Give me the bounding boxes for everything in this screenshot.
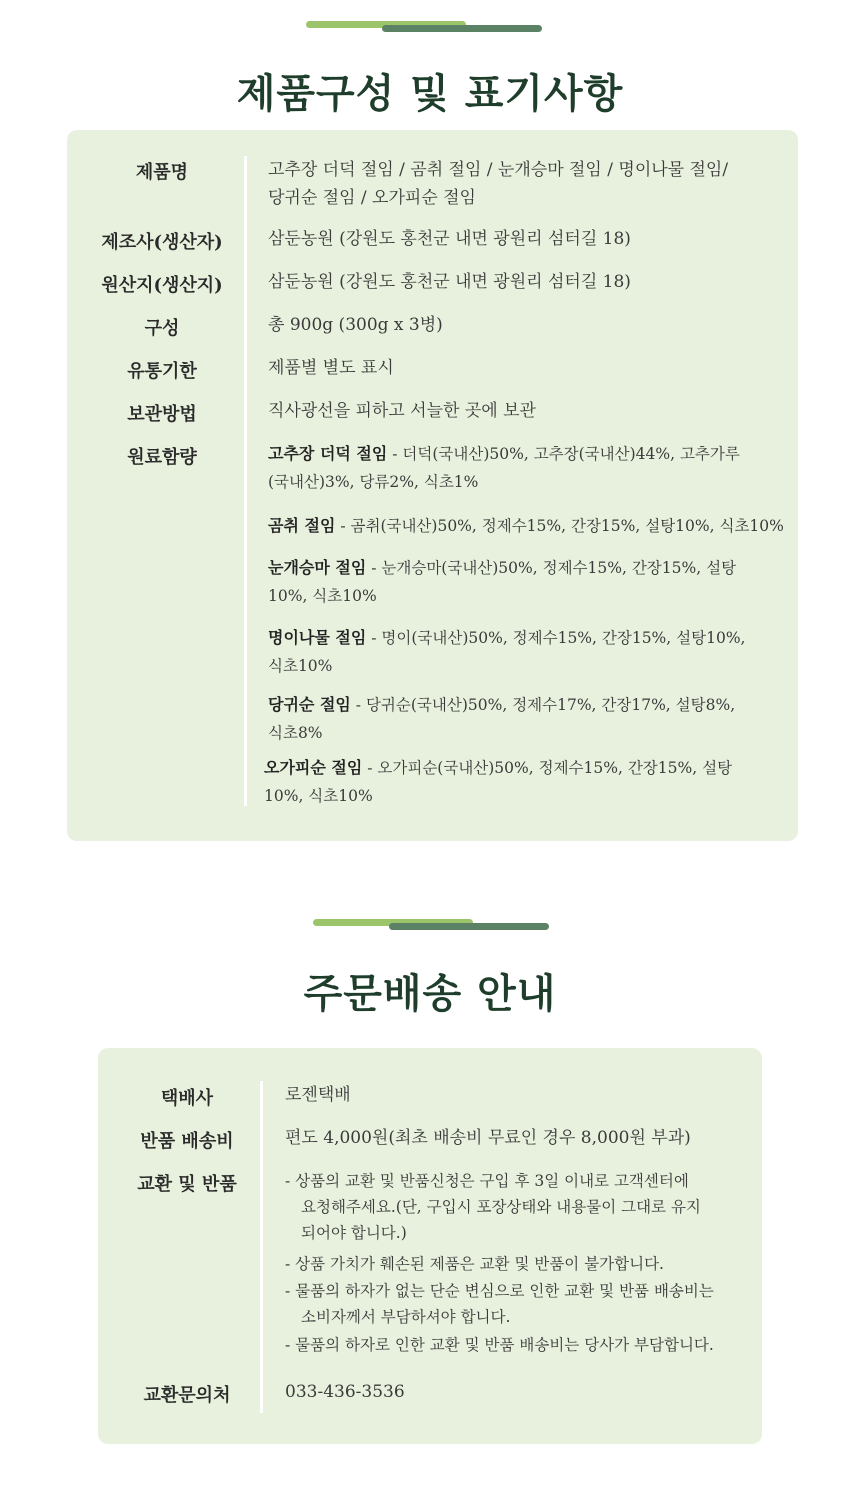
label-ingredients: 원료함량 bbox=[127, 447, 197, 468]
shipping-info-box bbox=[98, 1048, 762, 1444]
ingredient-item bbox=[268, 624, 745, 680]
value-manufacturer: 삼둔농원 (강원도 홍천군 내면 광원리 섬터길 18) bbox=[268, 229, 631, 249]
label-storage: 보관방법 bbox=[127, 404, 197, 425]
ingredient-detail: - 곰취(국내산)50%, 정제수15%, 간장15%, 설탕10%, 식초10% bbox=[335, 517, 784, 535]
policy-line: - 물품의 하자로 인한 교환 및 반품 배송비는 당사가 부담합니다. bbox=[285, 1336, 714, 1354]
ingredient-name: 당귀순 절임 bbox=[268, 695, 351, 714]
policy-line: - 상품 가치가 훼손된 제품은 교환 및 반품이 불가합니다. bbox=[285, 1255, 664, 1273]
ingredient-detail: - 더덕(국내산)50%, 고추장(국내산)44%, 고추가루 bbox=[387, 445, 740, 463]
ingredient-item bbox=[268, 554, 736, 610]
value-contact-phone: 033-436-3536 bbox=[285, 1382, 405, 1402]
label-composition: 구성 bbox=[144, 318, 180, 339]
policy-line: - 상품의 교환 및 반품신청은 구입 후 3일 이내로 고객센터에 bbox=[285, 1172, 689, 1190]
ingredient-detail: - 당귀순(국내산)50%, 정제수17%, 간장17%, 설탕8%, bbox=[350, 696, 736, 714]
ingredient-detail-cont: (국내산)3%, 당류2%, 식초1% bbox=[268, 473, 479, 491]
product-section-title: 제품구성 및 표기사항 bbox=[236, 70, 624, 117]
ingredient-detail: - 오가피순(국내산)50%, 정제수15%, 간장15%, 설탕 bbox=[362, 759, 733, 777]
ingredient-item bbox=[268, 691, 735, 747]
value-product-name-line2: 당귀순 절임 / 오가피순 절임 bbox=[268, 188, 476, 208]
ingredient-detail-cont: 식초10% bbox=[268, 657, 333, 675]
label-expiration: 유통기한 bbox=[127, 361, 197, 382]
ingredient-detail-cont: 식초8% bbox=[268, 724, 323, 742]
ingredient-name: 눈개승마 절임 bbox=[268, 558, 367, 577]
ingredient-detail: - 명이(국내산)50%, 정제수15%, 간장15%, 설탕10%, bbox=[366, 629, 746, 647]
label-return-fee: 반품 배송비 bbox=[140, 1131, 234, 1152]
shipping-section-title: 주문배송 안내 bbox=[303, 970, 557, 1017]
value-product-name-line1: 고추장 더덕 절임 / 곰취 절임 / 눈개승마 절임 / 명이나물 절임/ bbox=[268, 160, 729, 180]
policy-item bbox=[285, 1168, 701, 1246]
ingredient-item bbox=[268, 512, 784, 540]
value-courier: 로젠택배 bbox=[285, 1085, 351, 1105]
label-manufacturer: 제조사(생산자) bbox=[101, 232, 223, 253]
value-storage: 직사광선을 피하고 서늘한 곳에 보관 bbox=[268, 401, 536, 421]
policy-item bbox=[285, 1332, 714, 1358]
label-exchange-return: 교환 및 반품 bbox=[137, 1174, 237, 1195]
value-origin: 삼둔농원 (강원도 홍천군 내면 광원리 섬터길 18) bbox=[268, 272, 631, 292]
policy-line: 요청해주세요.(단, 구입시 포장상태와 내용물이 그대로 유지 bbox=[301, 1198, 701, 1216]
ingredient-item bbox=[264, 754, 732, 810]
value-expiration: 제품별 별도 표시 bbox=[268, 358, 394, 378]
ingredient-name: 고추장 더덕 절임 bbox=[268, 444, 388, 463]
policy-item bbox=[285, 1278, 714, 1330]
ingredient-name: 오가피순 절임 bbox=[264, 758, 363, 777]
ingredient-name: 곰취 절임 bbox=[268, 516, 336, 535]
product-info-box bbox=[67, 130, 798, 841]
label-origin: 원산지(생산지) bbox=[101, 275, 223, 296]
value-composition: 총 900g (300g x 3병) bbox=[268, 315, 443, 335]
ingredient-name: 명이나물 절임 bbox=[268, 628, 367, 647]
policy-line: 소비자께서 부담하셔야 합니다. bbox=[301, 1308, 511, 1326]
policy-line: - 물품의 하자가 없는 단순 변심으로 인한 교환 및 반품 배송비는 bbox=[285, 1282, 714, 1300]
value-return-fee: 편도 4,000원(최초 배송비 무료인 경우 8,000원 부과) bbox=[285, 1128, 691, 1148]
policy-item bbox=[285, 1251, 664, 1277]
ingredient-detail-cont: 10%, 식초10% bbox=[268, 587, 377, 605]
decor-bar-dark bbox=[389, 923, 549, 930]
ingredient-detail: - 눈개승마(국내산)50%, 정제수15%, 간장15%, 설탕 bbox=[366, 559, 737, 577]
label-contact: 교환문의처 bbox=[143, 1385, 231, 1406]
ingredient-detail-cont: 10%, 식초10% bbox=[264, 787, 373, 805]
label-courier: 택배사 bbox=[160, 1088, 214, 1109]
decor-bar-dark bbox=[382, 25, 542, 32]
label-product-name: 제품명 bbox=[135, 162, 189, 183]
policy-line: 되어야 합니다.) bbox=[301, 1224, 407, 1242]
ingredient-item bbox=[268, 440, 740, 496]
